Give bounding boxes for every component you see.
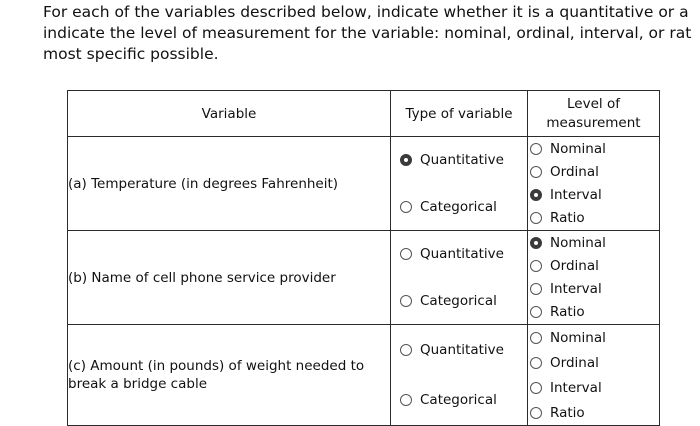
option-label: Interval: [550, 187, 602, 204]
option-label: Ordinal: [550, 257, 599, 274]
radio-button[interactable]: [400, 201, 412, 213]
level-option-ratio[interactable]: [530, 207, 659, 229]
option-label: Ordinal: [550, 163, 599, 180]
option-label: Quantitative: [420, 152, 504, 169]
option-label: Ratio: [550, 210, 585, 227]
header-type: Type of variable: [391, 91, 528, 137]
option-label: Quantitative: [420, 246, 504, 263]
level-option-nominal[interactable]: [530, 232, 659, 254]
level-option-ordinal[interactable]: [530, 255, 659, 277]
instructions: [43, 2, 700, 65]
level-option-nominal[interactable]: [530, 138, 659, 160]
variables-table: [67, 90, 660, 426]
variable-cell: [68, 325, 391, 426]
level-option-ordinal[interactable]: [530, 161, 659, 183]
level-option-nominal[interactable]: [530, 327, 659, 349]
type-option-quantitative[interactable]: [400, 149, 527, 171]
variable-cell: [68, 231, 391, 325]
radio-button[interactable]: [530, 382, 542, 394]
option-label: Categorical: [420, 198, 497, 215]
variable-cell: [68, 137, 391, 231]
header-level-line-1: Level of: [567, 95, 620, 112]
option-label: Nominal: [550, 140, 606, 157]
option-label: Quantitative: [420, 342, 504, 358]
instructions-line-2: indicate the level of measurement for the variable: nominal, ordinal, interval, or rat: [43, 24, 692, 42]
option-label: Ordinal: [550, 354, 599, 371]
level-cell: [528, 137, 660, 231]
option-label: Nominal: [550, 329, 606, 346]
header-level: [528, 91, 660, 137]
variable-text: (b) Name of cell phone service provider: [68, 269, 336, 286]
option-label: Interval: [550, 281, 602, 298]
option-label: Interval: [550, 379, 602, 396]
table-row: [68, 231, 660, 325]
level-option-ratio[interactable]: [530, 402, 659, 424]
type-option-categorical[interactable]: [400, 290, 527, 312]
radio-button[interactable]: [530, 332, 542, 344]
variable-text-line-1: (c) Amount (in pounds) of weight needed to: [68, 358, 365, 374]
type-option-quantitative[interactable]: [400, 339, 527, 361]
radio-button[interactable]: [530, 306, 542, 318]
radio-button[interactable]: [400, 295, 412, 307]
option-label: Categorical: [420, 392, 497, 408]
radio-button[interactable]: [530, 212, 542, 224]
level-option-interval[interactable]: [530, 278, 659, 300]
radio-button[interactable]: [530, 357, 542, 369]
type-option-categorical[interactable]: [400, 389, 527, 411]
type-option-quantitative[interactable]: [400, 243, 527, 265]
level-option-ratio[interactable]: [530, 301, 659, 323]
radio-button[interactable]: [530, 407, 542, 419]
table-row: [68, 325, 660, 426]
type-cell: [391, 137, 528, 231]
option-label: Categorical: [420, 292, 497, 309]
variable-text: (a) Temperature (in degrees Fahrenheit): [68, 175, 339, 192]
type-cell: [391, 325, 528, 426]
header-level-line-2: measurement: [546, 114, 641, 131]
variable-text-line-2: break a bridge cable: [68, 376, 208, 392]
radio-button[interactable]: [530, 283, 542, 295]
level-cell: [528, 325, 660, 426]
option-label: Ratio: [550, 304, 585, 321]
header-variable: Variable: [68, 91, 391, 137]
table-row: [68, 137, 660, 231]
level-option-ordinal[interactable]: [530, 352, 659, 374]
option-label: Ratio: [550, 404, 585, 421]
radio-button[interactable]: [530, 260, 542, 272]
radio-button-selected[interactable]: [530, 237, 542, 249]
instructions-line-1: For each of the variables described below, indicate whether it is a quantitative or a: [43, 3, 689, 21]
header-row: [68, 91, 660, 137]
type-option-categorical[interactable]: [400, 196, 527, 218]
instructions-line-3: most specific possible.: [43, 45, 219, 63]
option-label: Nominal: [550, 234, 606, 251]
radio-button[interactable]: [530, 166, 542, 178]
radio-button[interactable]: [400, 394, 412, 406]
level-cell: [528, 231, 660, 325]
radio-button[interactable]: [400, 248, 412, 260]
radio-button-selected[interactable]: [400, 154, 412, 166]
radio-button[interactable]: [530, 143, 542, 155]
radio-button[interactable]: [400, 344, 412, 356]
level-option-interval[interactable]: [530, 377, 659, 399]
type-cell: [391, 231, 528, 325]
radio-button-selected[interactable]: [530, 189, 542, 201]
level-option-interval[interactable]: [530, 184, 659, 206]
